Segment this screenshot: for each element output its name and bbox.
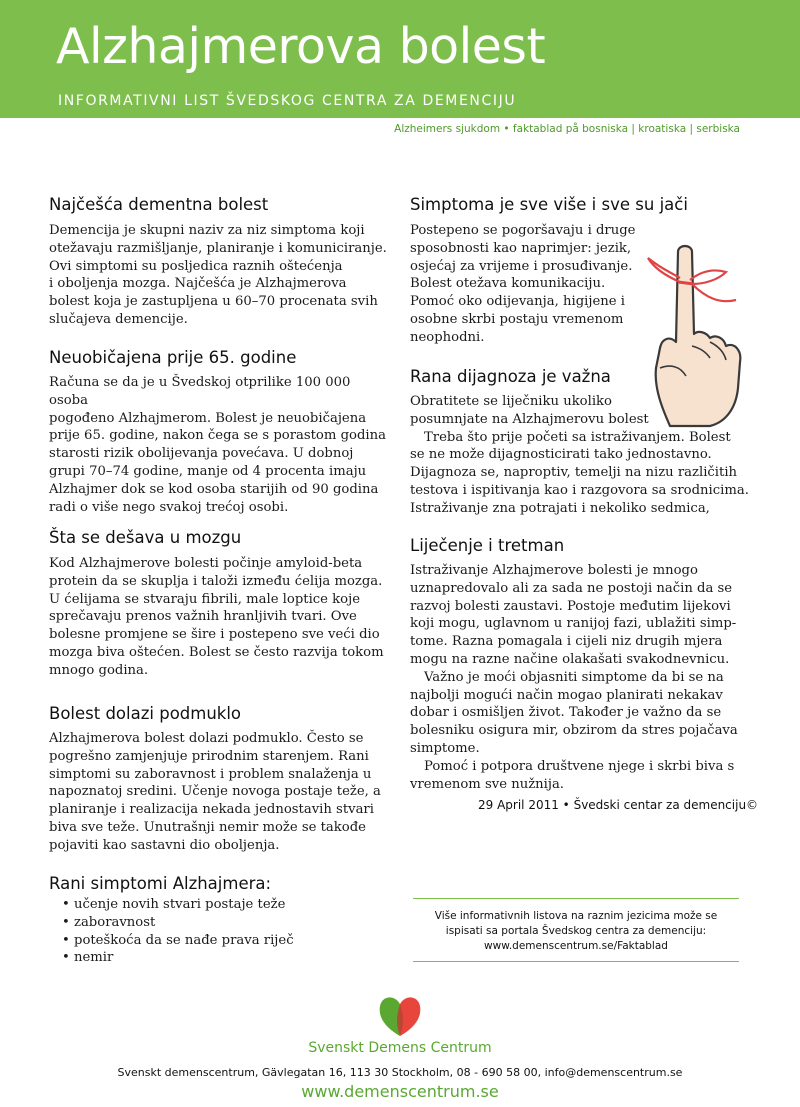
text-line: simptomi su zaboravnost i problem snalaženja u xyxy=(49,766,372,782)
section-heading: Rani simptomi Alzhajmera: xyxy=(49,874,272,893)
text-line: Demencija je skupni naziv za niz simptoma koji xyxy=(49,223,365,238)
text-line: sposobnosti kao naprimjer: jezik, xyxy=(410,240,632,256)
text-line: sprečavaju prenos važnih hranljivih tvari. Ove xyxy=(49,609,357,625)
text-line: bolesne promjene se šire i postepeno sve veći dio xyxy=(49,627,380,643)
heart-leaves-logo-icon xyxy=(376,992,424,1040)
text-line: mogu na razne načine olakašati svakodnevnicu. xyxy=(410,651,730,667)
text-line: Istraživanje zna potrajati i nekoliko sedmica, xyxy=(410,500,710,516)
text-line: grupi 70–74 godine, manje od 4 procenta imaju xyxy=(49,463,367,479)
list-item: • poteškoća da se nađe prava riječ xyxy=(60,932,360,950)
footer-website-link[interactable]: www.demenscentrum.se xyxy=(301,1082,499,1101)
text-line-content: Treba što prije početi sa istraživanjem. Bolest xyxy=(424,429,731,445)
section-heading: Šta se dešava u mozgu xyxy=(49,528,242,547)
text-line: Alzhajmer dok se kod osoba starijih od 90 godina xyxy=(49,481,379,497)
text-line xyxy=(410,669,750,687)
text-line-content: Važno je moći objasniti simptome da bi se na xyxy=(424,669,724,685)
text-line xyxy=(410,758,750,776)
text-line: uznapredovalo ali za sada ne postoji način da se xyxy=(410,580,733,596)
signature-line: 29 April 2011 • Švedski centar za demenciju© xyxy=(478,798,759,812)
text-line: protein da se skuplja i taloži između ćelija mozga. xyxy=(49,573,383,589)
text-line-content: Pomoć i potpora društvene njege i skrbi biva s xyxy=(424,758,735,774)
list-item: • nemir xyxy=(60,949,360,967)
section-heading: Rana dijagnoza je važna xyxy=(410,367,611,386)
symptom-list xyxy=(60,896,360,967)
text-line: i oboljenja mozga. Najčešća je Alzhajmerova xyxy=(49,276,347,292)
text-line: pojaviti kao sastavni dio oboljenja. xyxy=(49,837,280,853)
info-line: ispisati sa portala Švedskog centra za demenciju: xyxy=(445,925,707,937)
text-line: pogođeno Alzhajmerom. Bolest je neuobičajena xyxy=(49,410,367,426)
page-subtitle: INFORMATIVNI LIST ŠVEDSKOG CENTRA ZA DEMENCIJU xyxy=(58,93,517,109)
text-line: otežavaju razmišljanje, planiranje i komuniciranje. xyxy=(49,240,387,256)
info-line: Više informativnih listova na raznim jezicima može se xyxy=(434,910,718,922)
text-line: planiranje i realizacija nekada jednostavih stvari xyxy=(49,802,374,818)
section-body xyxy=(49,374,389,516)
text-line: najbolji mogući način mogao planirati nekakav xyxy=(410,687,723,703)
section-body xyxy=(49,730,389,855)
text-line: Računa se da je u Švedskoj otprilike 100 000 osoba xyxy=(49,375,351,408)
page-title: Alzhajmerova bolest xyxy=(56,18,546,75)
text-line: U ćelijama se stvaraju fibrili, male loptice koje xyxy=(49,591,361,607)
text-line: vremenom sve nužnija. xyxy=(410,776,565,792)
text-line: simptome. xyxy=(410,740,480,756)
text-line: pogrešno zamjenjuje prirodnim starenjem. Rani xyxy=(49,748,369,764)
text-line: Bolest otežava komunikaciju. xyxy=(410,276,606,292)
text-line: se ne može dijagnosticirati tako jednostavno. xyxy=(410,447,712,463)
text-line: Ovi simptomi su posljedica raznih oštećenja xyxy=(49,258,343,274)
text-line: Pomoć oko odijevanja, higijene i xyxy=(410,294,625,310)
text-line: dobar i osmišljen život. Također je važno da se xyxy=(410,705,722,721)
section-heading: Liječenje i tretman xyxy=(410,536,565,555)
text-line: osjećaj za vrijeme i prosuđivanje. xyxy=(410,258,633,274)
text-line: razvoj bolesti zaustavi. Postoje međutim lijekovi xyxy=(410,598,731,614)
text-line xyxy=(410,429,750,447)
text-line: mozga biva oštećen. Bolest se često razvija tokom xyxy=(49,644,384,660)
text-line: koji mogu, uglavnom u ranijoj fazi, ublažiti simp- xyxy=(410,616,737,632)
section-body xyxy=(410,562,750,793)
section-heading: Neuobičajena prije 65. godine xyxy=(49,348,297,367)
text-line: Istraživanje Alzhajmerove bolesti je mnogo xyxy=(410,563,698,578)
text-line: starosti rizik obolijevanja povećava. U dobnoj xyxy=(49,446,354,462)
section-body xyxy=(49,222,389,329)
text-line: Alzhajmerova bolest dolazi podmuklo. Često se xyxy=(49,731,364,746)
text-line: Kod Alzhajmerove bolesti počinje amyloid-beta xyxy=(49,556,363,571)
header-banner xyxy=(0,0,800,118)
section-heading: Bolest dolazi podmuklo xyxy=(49,704,242,723)
list-item: • zaboravnost xyxy=(60,914,360,932)
info-link[interactable]: www.demenscentrum.se/Faktablad xyxy=(484,940,668,952)
text-line: radi o više nego svakoj trećoj osobi. xyxy=(49,499,289,515)
text-line: Postepeno se pogoršavaju i druge xyxy=(410,223,636,238)
text-line: posumnjate na Alzhajmerovu bolest xyxy=(410,411,649,427)
text-line: prije 65. godine, nakon čega se s porastom godina xyxy=(49,428,386,444)
organization-name: Svenskt Demens Centrum xyxy=(308,1040,492,1056)
text-line: bolest koja je zastupljena u 60–70 procenata svih xyxy=(49,294,378,310)
footer-address: Svenskt demenscentrum, Gävlegatan 16, 113 30 Stockholm, 08 - 690 58 00, info@demenscentrum.se xyxy=(117,1066,683,1079)
language-line: Alzheimers sjukdom • faktablad på bosniska | kroatiska | serbiska xyxy=(394,123,740,135)
text-line: Obratitete se liječniku ukoliko xyxy=(410,394,612,409)
text-line: bolesniku osigura mir, obzirom da stres pojačava xyxy=(410,723,738,739)
text-line: mnogo godina. xyxy=(49,662,149,678)
list-item: • učenje novih stvari postaje teže xyxy=(60,896,360,914)
text-line: tome. Razna pomagala i cijeli niz drugih mjera xyxy=(410,634,723,650)
section-heading: Simptoma je sve više i sve su jači xyxy=(410,195,688,214)
section-body xyxy=(410,222,650,347)
text-line: slučajeva demencije. xyxy=(49,311,188,327)
text-line: napoznatoj sredini. Učenje novoga postaje teže, a xyxy=(49,784,381,800)
section-heading: Najčešća dementna bolest xyxy=(49,195,269,214)
text-line: testova i ispitivanja kao i razgovora sa srodnicima. xyxy=(410,482,749,498)
text-line: biva sve teže. Unutrašnji nemir može se takođe xyxy=(49,819,366,835)
text-line: Dijagnoza se, naproptiv, temelji na nizu različitih xyxy=(410,465,738,481)
info-box xyxy=(413,898,739,962)
section-body xyxy=(49,555,389,680)
section-body xyxy=(410,393,750,518)
text-line: neophodni. xyxy=(410,329,485,345)
text-line: osobne skrbi postaju vremenom xyxy=(410,311,624,327)
